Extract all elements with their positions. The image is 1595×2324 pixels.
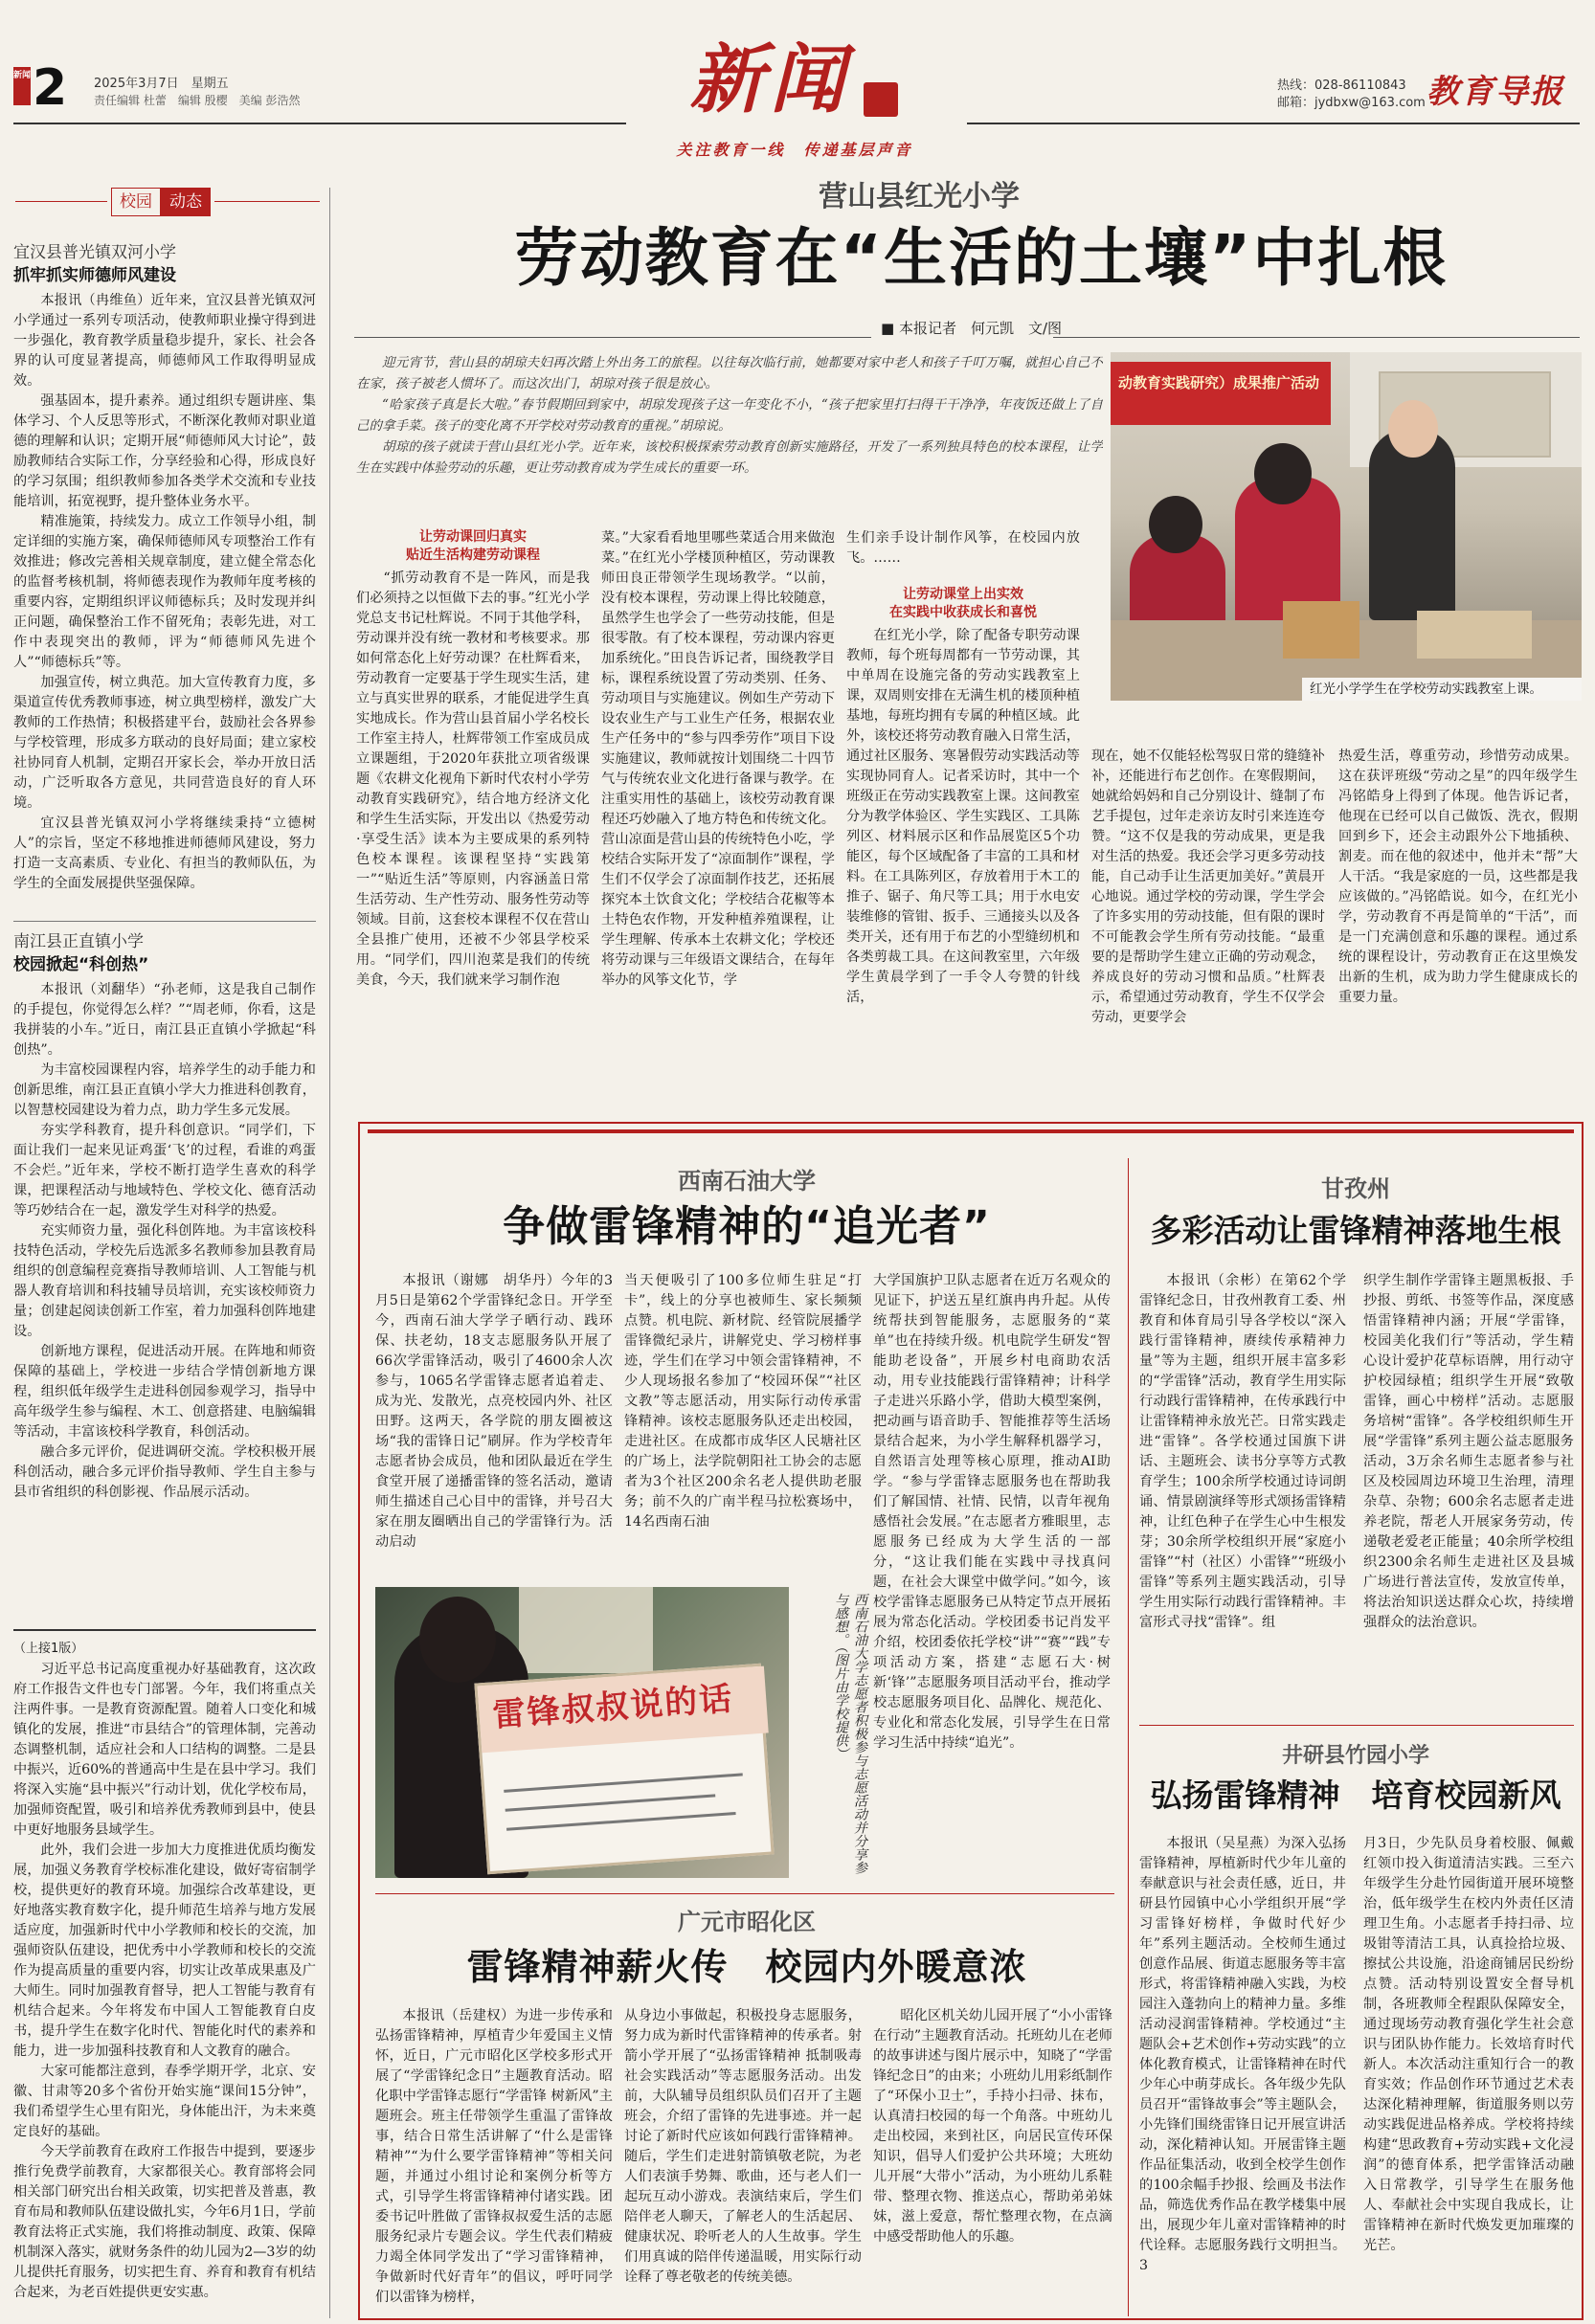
left-article-1 xyxy=(13,241,316,911)
article-kicker: 宜汉县普光镇双河小学 xyxy=(13,243,176,262)
article-body xyxy=(356,569,590,1106)
hotline: 热线：028-86110843 xyxy=(1277,78,1406,93)
paragraph: 生们亲手设计制作风筝，在校园内放飞。…… xyxy=(846,530,1080,566)
subhead: 在实践中收获成长和喜悦 xyxy=(889,605,1037,620)
paragraph: 夯实学科教育，提升科创意识。“同学们，下面让我们一起来见证鸡蛋‘飞’的过程，看谁的鸡蛋不会烂。”近年来，学校不断打造学生喜欢的科学课，把课程活动与地域特色、学校文化、德育活动等巧妙结合在一起，激发学生对科学的热爱。 xyxy=(13,1123,316,1218)
article-headline: 抓牢抓实师德师风建设 xyxy=(13,266,176,285)
lead-body-col-1 xyxy=(356,528,590,1110)
lead-photo xyxy=(1111,352,1582,701)
article-body xyxy=(846,528,1080,569)
jingyan-body-col-1 xyxy=(1139,1834,1346,2314)
intro-paragraph: 胡琼的孩子就读于营山县红光小学。近年来，该校积极探索劳动教育创新实施路径，开发了一系列独具特色的校本课程，让学生在实践中体验劳动的乐趣，更让劳动教育成为学生成长的重要一环。 xyxy=(356,439,1103,476)
ganzi-body-col-2 xyxy=(1363,1271,1574,1702)
ganzi-body-col-1 xyxy=(1139,1271,1346,1702)
page-header xyxy=(0,0,1595,172)
paragraph: 本报讯（吴星燕）为深入弘扬雷锋精神，厚植新时代少年儿童的奉献意识与社会责任感，近日，井研县竹园镇中心小学组织开展“学习雷锋好榜样，争做时代好少年”系列主题活动。全校师生通过创意作品展、街道志愿服务等丰富形式，将雷锋精神融入实践，为校园注入蓬勃向上的精神力量。多维活动浸润雷锋精神。学校通过“主题队会+艺术创作+劳动实践”的立体化教育模式，让雷锋精神在时代少年心中萌芽成长。各年级少先队员召开“雷锋故事会”等主题队会，小先锋们围绕雷锋日记开展宣讲活动，深化精神认知。开展雷锋主题作品征集活动，收到全校学生创作的100余幅手抄报、绘画及书法作品，筛选优秀作品在教学楼集中展出，展现少年儿童对雷锋精神的时代诠释。志愿服务践行文明担当。3 xyxy=(1139,1836,1346,2273)
section-slogan: 关注教育一线 传递基层声音 xyxy=(676,141,913,159)
paragraph: 昭化区机关幼儿园开展了“小小雷锋在行动”主题教育活动。托班幼儿在老师的故事讲述与图片展示中，知晓了“学雷锋纪念日”的由来；小班幼儿用彩纸制作了“环保小卫士”，手持小扫帚、抹布，认真清扫校园的每一个角落。中班幼儿走出校园，来到社区，向居民宣传环保知识，倡导人们爱护公共环境；大班幼儿开展“大带小”活动，为小班幼儿系鞋带、整理衣物、推送点心，帮助弟弟妹妹，滋上爱意，帮忙整理衣物，在点滴中感受帮助他人的乐趣。 xyxy=(873,2008,1112,2245)
lead-byline: ■ 本报记者 何元凯 文/图 xyxy=(881,320,1062,337)
zhaohua-kicker: 广元市昭化区 xyxy=(678,1909,816,1935)
article-body xyxy=(13,291,316,913)
paragraph: “抓劳动教育不是一阵风，而是我们必须持之以恒做下去的事。”红光小学党总支书记杜辉说。不同于其他学科，劳动课并没有统一教材和考核要求。那如何常态化上好劳动课？在杜辉看来，劳动教育一定要基于学生现实生活，建立与真实世界的联系，才能促进学生真实地成长。作为营山县首届小学名校长工作室主持人，杜辉带领工作室成员成立课题组，于2020年获批立项省级课题《农耕文化视角下新时代农村小学劳动教育实践研究》，结合地方经济文化和学生生活实际，开发出以《热爱劳动·享受生活》读本为主要成果的系列特色校本课程。该课程坚持“实践第一”“贴近生活”等原则，内容涵盖日常生活劳动、生产性劳动、服务性劳动等领域。目前，这套校本课程不仅在营山全县推广使用，还被不少邻县学校采用。“同学们，四川泡菜是我们的传统美食，今天，我们就来学习制作泡 xyxy=(356,570,590,988)
article-body xyxy=(13,980,316,1621)
message-board xyxy=(474,1664,774,1874)
board-text: 雷锋叔叔说的话 xyxy=(491,1679,735,1735)
paragraph: 强基固本，提升素养。通过组织专题讲座、集体学习、个人反思等形式，不断深化教师对职业道德的理解和认识；定期开展“师德师风大讨论”，鼓励教师结合实际工作，分享经验和心得，形成良好的学习氛围；组织教师参加各类学术交流和专业技能培训，拓宽视野，提升整体业务水平。 xyxy=(13,393,316,509)
paragraph: 习近平总书记高度重视办好基础教育，这次政府工作报告文件也专门部署。今年，我们将重点关注两件事。一是教育资源配置。随着人口变化和城镇化的发展，推进“市县结合”的管理体制，完善动态调整机制，适应社会和人口结构的调整。二是县中振兴，近60%的普通高中生是在县中学习。我们将深入实施“县中振兴”行动计划，优化学校布局，加强师资配置，吸引和培养优秀教师到县中，使县中更好地服务县域学生。 xyxy=(13,1662,316,1838)
swpu-body-col-3 xyxy=(873,1271,1111,1878)
zhaohua-body-col-2 xyxy=(624,2006,862,2316)
side-tag: 新闻 xyxy=(13,67,31,105)
paragraph: 月3日，少先队员身着校服、佩戴红领巾投入街道清洁实践。三至六年级学生分赴竹园街道开展环境整治，低年级学生在校内外责任区清理卫生角。小志愿者手持扫帚、垃圾钳等清洁工具，认真捡拾垃圾、擦拭公共设施，沿途商铺居民纷纷点赞。活动特别设置安全督导机制，各班教师全程跟队保障安全，通过现场劳动教育强化学生社会意识与团队协作能力。长效培育时代新人。本次活动注重知行合一的教育实效；作品创作环节通过艺术表达深化精神理解，街道服务则以劳动实践促进品格养成。学校将持续构建“思政教育+劳动实践+文化浸润”的德育体系，把学雷锋活动融入日常教学，引导学生在服务他人、奉献社会中实现自我成长，让雷锋精神在新时代焕发更加璀璨的光芒。 xyxy=(1363,1836,1574,2253)
swpu-body-col-1 xyxy=(375,1271,613,1570)
paragraph: 宜汉县普光镇双河小学将继续秉持“立德树人”的宗旨，坚定不移地推进师德师风建设，努力打造一支高素质、专业化、有担当的教师队伍，为学生的全面发展提供坚强保障。 xyxy=(13,816,316,891)
swpu-photo-caption: 西南石油大学志愿者积极参与志愿活动并分享参与感想。（图片由学校提供） xyxy=(833,1593,867,1874)
subhead: 贴近生活构建劳动课程 xyxy=(406,547,540,563)
section-title: 新闻 xyxy=(689,36,851,123)
lead-body-col-2 xyxy=(601,528,835,1106)
paragraph: 当天便吸引了100多位师生驻足“打卡”，线上的分享也被师生、家长频频点赞。机电院、新材院、经管院展播学雷锋微纪录片，讲解党史、学习榜样事迹，学生们在学习中领会雷锋精神，不少人现场报名参加了“校园环保”“社区文教”等志愿活动，用实际行动传承雷锋精神。该校志愿服务队还走出校园，走进社区。在成都市成华区人民塘社区的广场上，法学院朝阳社工协会的志愿者为3个社区200余名老人提供助老服务；前不久的广南半程马拉松赛场中，14名西南石油 xyxy=(624,1273,862,1530)
paragraph: 从身边小事做起，积极投身志愿服务，努力成为新时代雷锋精神的传承者。射箭小学开展了“弘扬雷锋精神 抵制吸毒 社会实践活动”等志愿服务活动。出发前，大队辅导员组织队员们召开了主题班会，介绍了雷锋的先进事迹。并一起讨论了新时代应该如何践行雷锋精神。随后，学生们走进射箭镇敬老院，为老人们表演手势舞、歌曲，还与老人们一起玩互动小游戏。表演结束后，学生们陪伴老人聊天，了解老人的生活起居、健康状况、聆听老人的人生故事。学生们用真诚的陪伴传递温暖，用实际行动诠释了尊老敬老的传统美德。 xyxy=(624,2008,862,2285)
paragraph: 精准施策，持续发力。成立工作领导小组，制定详细的实施方案，确保师德师风专项整治工作有效推进；修改完善相关规章制度，建立健全常态化的监督考核机制，将师德表现作为教师年度考核的重要内容，定期组织评议师德标兵；及时发现并纠正问题，确保整治工作不留死角；表彰先进，对工作中表现突出的教师，评为“师德师风先进个人”“师德标兵”等。 xyxy=(13,514,316,670)
column-tag-line-right xyxy=(214,201,320,202)
masthead: 教育导报 xyxy=(1427,73,1564,111)
paragraph: 此外，我们会进一步加大力度推进优质均衡发展，加强义务教育学校标准化建设，做好寄宿制学校，提供更好的教育环境。加强综合改革建设，更好地落实教育数字化，提升师范生培养与地方发展适应度，加强新时代中小学教师和校长的交流，加强师资队伍建设，把优秀中小学教师和校长的交流作为提高质量的重要内容，切实让改革成果惠及广大师生。同时加强教育督导，把人工智能与教育有机结合起来。今年将发布中国人工智能教育白皮书，提升学生在数字化时代、智能化时代的素养和能力，进一步加强科技教育和人文教育的融合。 xyxy=(13,1843,316,2059)
swpu-headline: 争做雷锋精神的“追光者” xyxy=(503,1202,991,1251)
paragraph: 本报讯（谢娜 胡华丹）今年的3月5日是第62个学雷锋纪念日。开学至今，西南石油大学学子晒行动、践环保、扶老幼，18支志愿服务队开展了66次学雷锋活动，吸引了4600余人次参与，1065名学雷锋志愿者追着走、成为光、发散光，点亮校园内外、社区田野。这两天，各学院的朋友圈被这场“我的雷锋日记”刷屏。作为学校青年志愿者协会成员，他和团队最近在学生食堂开展了递播雷锋的签名活动，邀请师生描述自己心目中的雷锋，并号召大家在朋友圈晒出自己的学雷锋行为。活动启动 xyxy=(375,1273,613,1550)
left-article-3 xyxy=(13,1639,316,2320)
section-seal xyxy=(864,82,898,117)
paragraph: 今天学前教育在政府工作报告中提到，要逐步推行免费学前教育，大家都很关心。教育部将会同相关部门研究出台相关政策，切实把普及普惠，教育布局和教师队伍建设做扎实，今年6月1日，学前教育法将正式实施，我们将推动制度、政策、保障机制深入落实，就财务条件的幼儿园为2—3岁的幼儿提供托育服务，切实把生育、养育和教育有机结合起来，为老百姓提供更安实惠。 xyxy=(13,2144,316,2300)
subhead: 让劳动课回归真实 xyxy=(419,529,527,545)
paragraph: 在红光小学，除了配备专职劳动课教师，每个班每周都有一节劳动课，其中单周在设施完备的劳动实践教室上课，双周则安排在无满生机的楼顶种植基地，每班均拥有专属的种植区域。此外，该校还将劳动教育融入日常生活，通过社区服务、寒暑假劳动实践活动等实现协同育人。记者采访时，其中一个班级正在劳动实践教室上课。这间教室分为教学体验区、学生实践区、工具陈列区、材料展示区和作品展览区5个功能区，每个区域配备了丰富的工具和材料。在工具陈列区，存放着用于木工的推子、锯子、角尺等工具；用于水电安装维修的管钳、扳手、三通接头以及各类开关，还有用于布艺的小型缝纫机和各类剪裁工具。在这间教室里，六年级学生黄晨学到了一手令人夸赞的针线活， xyxy=(846,628,1080,1005)
swpu-kicker: 西南石油大学 xyxy=(678,1168,816,1195)
article-body xyxy=(846,626,1080,1105)
lead-intro xyxy=(356,352,1103,486)
column-tag-label: 校园 xyxy=(111,188,161,216)
editor-credits: 责任编辑 杜蕾 编辑 殷樱 美编 彭浩然 xyxy=(94,94,301,107)
ganzi-headline: 多彩活动让雷锋精神落地生根 xyxy=(1150,1212,1561,1249)
left-article-2 xyxy=(13,930,316,1621)
paragraph: 充实师资力量，强化科创阵地。为丰富该校科技特色活动，学校先后选派多名教师参加县教育局组织的创意编程竞赛指导教师培训、人工智能与机器人教育培训和科技辅导员培训，充实该校师资力量；创建起阅读创新工作室，着力加强科创阵地建设。 xyxy=(13,1223,316,1339)
page-number: 2 xyxy=(33,59,68,117)
article-kicker: 南江县正直镇小学 xyxy=(13,932,144,951)
lead-kicker: 营山县红光小学 xyxy=(819,180,1020,213)
column-tag xyxy=(111,188,226,216)
jingyan-kicker: 井研县竹园小学 xyxy=(1281,1744,1429,1768)
intro-paragraph: 迎元宵节，营山县的胡琼夫妇再次踏上外出务工的旅程。以往每次临行前，她都要对家中老人和孩子千叮万嘱，就担心自己不在家，孩子被老人惯坏了。而这次出门，胡琼对孩子很是放心。 xyxy=(356,355,1103,391)
photo-caption: 红光小学学生在学校劳动实践教室上课。 xyxy=(1302,678,1582,701)
paragraph: 大家可能都注意到，春季学期开学，北京、安徽、甘肃等20多个省份开始实施“课间15分钟”，我们希望学生心里有阳光，身体能出汗，为未来奠定良好的基础。 xyxy=(13,2064,316,2139)
jingyan-headline: 弘扬雷锋精神 培育校园新风 xyxy=(1150,1777,1561,1814)
paragraph: 现在，她不仅能轻松驾驭日常的缝缝补补，还能进行布艺创作。在寒假期间，她就给妈妈和自己分别设计、缝制了布艺手提包，过年走亲访友时引来连连夸赞。“这不仅是我的劳动成果，更是我对生活的热爱。我还会学习更多劳动技能，自己动手让生活更加美好。”黄晨开心地说。通过学校的劳动课，学生学会了许多实用的劳动技能，但有限的课时不可能教会学生所有劳动技能。“最重要的是帮助学生建立正确的劳动观念，养成良好的劳动习惯和品质。”杜辉表示，希望通过劳动教育，学生不仅学会劳动，更要学会 xyxy=(1091,749,1325,1025)
lead-body-col-5 xyxy=(1338,747,1578,1106)
paragraph: 为丰富校园课程内容，培养学生的动手能力和创新思维，南江县正直镇小学大力推进科创教育，以智慧校园建设为着力点，助力学生多元发展。 xyxy=(13,1062,316,1118)
zhaohua-body-col-3 xyxy=(873,2006,1112,2316)
paragraph: 大学国旗护卫队志愿者在近万名观众的见证下，护送五星红旗冉冉升起。从传统帮扶到智能服务，志愿服务的“菜单”也在持续升级。机电院学生研发“智能助老设备”，开展乡村电商助农活动，用专业技能践行雷锋精神；计科学子走进兴乐路小学，借助大模型案例，把动画与语音助手、智能推荐等生活场景结合起来，为小学生解释机器学习，自然语言处理等核心原理，推动AI助学。“参与学雷锋志愿服务也在帮助我们了解国情、社情、民情，以青年视角感悟社会发展。”在志愿者方雅眼里，志愿服务已经成为大学生活的一部分，“这让我们能在实践中寻找真问题，在社会大课堂中做学问。”如今，该校学雷锋志愿服务已从特定节点开展拓展为常态化活动。学校团委书记肖发平介绍，校团委依托学校“讲”“赛”“践”专项活动方案，搭建“志愿石大·树新‘锋’”志愿服务项目活动平台，推动学校志愿服务项目化、品牌化、规范化、专业化和常态化发展，引导学生在日常学习生活中持续“追光”。 xyxy=(873,1273,1111,1751)
swpu-photo xyxy=(375,1587,789,1878)
column-tag-label-accent: 动态 xyxy=(161,188,211,216)
issue-date: 2025年3月7日 星期五 xyxy=(94,77,229,91)
photo-banner: 动教育实践研究）成果推广活动 xyxy=(1111,362,1331,425)
intro-paragraph: “哈家孩子真是长大啦。”春节假期回到家中，胡琼发现孩子这一年变化不小，“孩子把家里打扫得干干净净，年夜饭还做上了自己的拿手菜。孩子的变化离不开学校对劳动教育的重视。”胡琼说。 xyxy=(356,397,1103,434)
swpu-body-col-2 xyxy=(624,1271,862,1570)
lead-body-col-3 xyxy=(846,528,1080,1106)
continued-label: （上接1版） xyxy=(13,1642,84,1656)
lead-headline: 劳动教育在“生活的土壤”中扎根 xyxy=(514,221,1449,295)
zhaohua-headline: 雷锋精神薪火传 校园内外暖意浓 xyxy=(466,1946,1027,1988)
paragraph: 本报讯（刘翻华）“孙老师，这是我自己制作的手提包，你觉得怎么样？”“周老师，你看，这是我拼装的小车。”近日，南江县正直镇小学掀起“科创热”。 xyxy=(13,982,316,1058)
paragraph: 加强宣传，树立典范。加大宣传教育力度，多渠道宣传优秀教师事迹，树立典型榜样，激发广大教师的工作热情；积极搭建平台，鼓励社会各界参与学校管理，形成多方联动的良好局面；建立家校社协同育人机制，定期召开家长会，举办开放日活动，广泛听取各方意见，共同营造良好的育人环境。 xyxy=(13,675,316,811)
zhaohua-body-col-1 xyxy=(375,2006,613,2316)
paragraph: 本报讯（冉维鱼）近年来，宜汉县普光镇双河小学通过一系列专项活动，使教师职业操守得到进一步强化，教育教学质量稳步提升，家长、社会各界的认可度显著提高，师德师风工作取得明显成效。 xyxy=(13,293,316,389)
ganzi-kicker: 甘孜州 xyxy=(1321,1175,1390,1202)
paragraph: 热爱生活，尊重劳动，珍惜劳动成果。这在获评班级“劳动之星”的四年级学生冯铭皓身上得到了体现。他告诉记者，他现在已经可以自己做饭、洗衣，假期回到乡下，还会主动跟外公下地插秧、割麦。而在他的叙述中，他并未“帮”大人干活。“我是家庭的一员，这些都是我应该做的。”冯铭皓说。如今，在红光小学，劳动教育不再是简单的“干活”，而是一门充满创意和乐趣的课程。通过系统的课程设计，劳动教育正在这里焕发出新的生机，成为助力学生健康成长的重要力量。 xyxy=(1338,749,1578,1005)
lead-body-col-4 xyxy=(1091,747,1325,1106)
subhead: 让劳动课堂上出实效 xyxy=(903,587,1023,602)
paragraph: 融合多元评价，促进调研交流。学校积极开展科创活动，融合多元评价指导教师、学生自主参与县市省组织的科创影视、作品展示活动。 xyxy=(13,1444,316,1500)
jingyan-body-col-2 xyxy=(1363,1834,1574,2314)
email: 邮箱：jydbxw@163.com xyxy=(1277,96,1426,110)
article-body xyxy=(13,1660,316,2316)
paragraph: 创新地方课程，促进活动开展。在阵地和师资保障的基础上，学校进一步结合学情创新地方课程，组织低年级学生走进科创园参观学习，指导中高年级学生参与编程、木工、创意搭建、电脑编辑等活动，丰富该校科学教育，科创活动。 xyxy=(13,1344,316,1440)
article-headline: 校园掀起“科创热” xyxy=(13,955,149,974)
paragraph: 织学生制作学雷锋主题黑板报、手抄报、剪纸、书签等作品，深度感悟雷锋精神内涵；开展“学雷锋，校园美化我们行”等活动，学生精心设计爱护花草标语牌，用行动守护校园绿植；组织学生开展“致敬雷锋，画心中榜样”活动。志愿服务培树“雷锋”。各学校组织师生开展“学雷锋”系列主题公益志愿服务活动，3万余名师生志愿者参与社区及校园周边环境卫生治理，清理杂草、杂物；600余名志愿者走进养老院，帮老人开展家务劳动，传递敬老爱老正能量；40余所学校组织2300余名师生走进社区及县城广场进行普法宣传，发放宣传单，将法治知识送达群众心坎，持续增强群众的法治意识。 xyxy=(1363,1273,1574,1630)
column-tag-line-left xyxy=(15,201,107,202)
paragraph: 菜。”大家看看地里哪些菜适合用来做泡菜。”在红光小学楼顶种植区，劳动课教师田良正带领学生现场教学。“以前，没有校本课程，劳动课上得比较随意，虽然学生也学会了一些劳动技能，但是很零散。有了校本课程，劳动课内容更加系统化。”田良告诉记者，围绕教学目标，课程系统设置了劳动类别、任务、劳动项目与实施建议。例如生产劳动下设农业生产与工业生产任务，根据农业生产任务中的“参与四季劳作”项目下设实施建议，教师就按计划围绕二十四节气与传统农业文化进行备课与教学。在注重实用性的基础上，该校劳动教育课程还巧妙融入了地方特色和传统文化。营山凉面是营山县的传统特色小吃，学校结合实际开发了“凉面制作”课程，学生们不仅学会了凉面制作技艺，还拓展探究本土饮食文化；学校结合花椒等本土特色农作物，开发种植养殖课程，让学生理解、传承本土农耕文化；学校还将劳动课与三年级语文课结合，在每年举办的风筝文化节，学 xyxy=(601,530,835,988)
paragraph: 本报讯（岳建权）为进一步传承和弘扬雷锋精神，厚植青少年爱国主义情怀，近日，广元市昭化区学校多形式开展了“学雷锋纪念日”主题教育活动。昭化职中学雷锋志愿行“学雷锋 树新风”主题班会。班主任带领学生重温了雷锋故事，结合日常生活讲解了“什么是雷锋精神”“为什么要学雷锋精神”等相关问题，并通过小组讨论和案例分析等方式，引导学生将雷锋精神付诸实践。团委书记叶胜做了雷锋叔叔爱生活的志愿服务纪录片专题会议。学生代表们精疲力竭全体同学发出了“学习雷锋精神，争做新时代好青年”的倡议，呼吁同学们以雷锋为榜样， xyxy=(375,2008,613,2305)
paragraph: 本报讯（余彬）在第62个学雷锋纪念日，甘孜州教育工委、州教育和体育局引导各学校以“深入践行雷锋精神，赓续传承精神力量”等为主题，组织开展丰富多彩的“学雷锋”活动，教育学生用实际行动践行雷锋精神，在传承践行中让雷锋精神永放光芒。日常实践走进“雷锋”。各学校通过国旗下讲话、主题班会、读书分享等方式教育学生；100余所学校通过诗词朗诵、情景剧演绎等形式颂扬雷锋精神，让红色种子在学生心中生根发芽；30余所学校组织开展“家庭小雷锋”“村（社区）小雷锋”“班级小雷锋”等系列主题实践活动，引导学生用实际行动践行雷锋精神。丰富形式寻找“雷锋”。组 xyxy=(1139,1273,1346,1630)
